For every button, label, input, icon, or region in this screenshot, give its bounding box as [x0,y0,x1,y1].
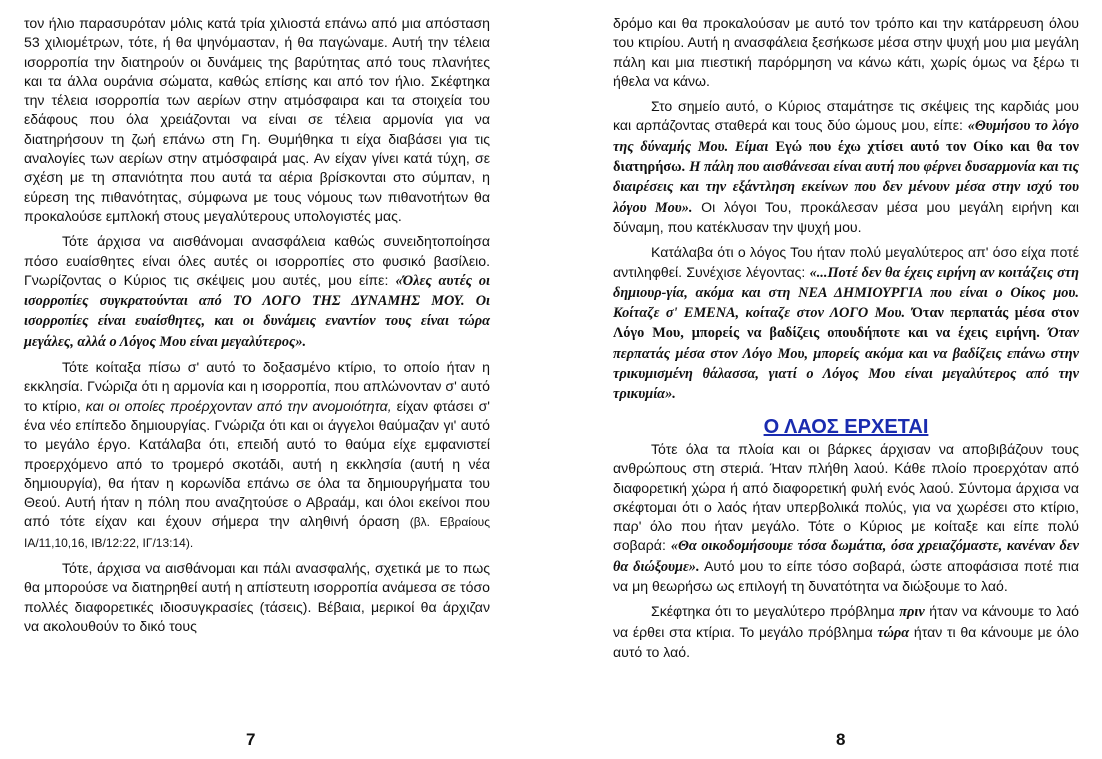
right-p3-text: Κατάλαβα ότι ο λόγος Του ήταν πολύ μεγαλύτερος απ' όσο είχα ποτέ αντιληφθεί. Συνέχισε λέγοντας: [613,244,1079,280]
right-p5-text-b: ήταν να κάνουμε το λαό να έρθει στα κτίρια. Το μεγάλο πρόβλημα [613,603,1079,640]
left-paragraph-1: τον ήλιο παρασυρόταν μόλις κατά τρία χιλιοστά επάνω από μια απόσταση 53 χιλιομέτρων, τότε, ή θα ψηνόμασταν, ή θα παγώναμε. Αυτή την τέλεια ισορροπία την διατηρούν οι δυνάμεις της βαρύτητας από τους πλανήτες και τα άλλα ουράνια σώματα, καθώς επίσης και από τον ήλιο. Σκέφτηκα την τέλεια ισορροπία των αερίων στην ατμόσφαιρα και τα στοιχεία του εδάφους που όλα χρειάζονται να είναι σε τέλεια αρμονία για να διατηρήσουν τη ζωή επάνω στη Γη. Θυμήθηκα τι είχα διαβάσει για τις αναλογίες των αερίων στην ατμόσφαιρά μας. Αν είχαν γίνει κατά τύχη, σε σχέση με τη σπανιότητα που αυτά τα αέρια βρίσκονται στο σύμπαν, η εύρεση της πιθανότητας, σύμφωνα με τους νόμους των πιθανοτήτων θα προκαλούσε εμπλοκή στους μεγαλύτερους υπολογιστές μας. [24,15,490,224]
right-p5-emph-before: πριν [899,604,925,621]
right-page [613,14,1079,662]
left-paragraph-2 [24,232,490,352]
right-p4-quote: «Θα οικοδομήσουμε τόσα δωμάτια, όσα χρειαζόμαστε, κανέναν δεν θα διώξουμε». [613,538,1079,575]
left-page [24,14,490,636]
right-p2-text-c: Οι λόγοι Του, προκάλεσαν μέσα μου μεγάλη ειρήνη και δύναμη, που κατέκλυσαν την ψυχή μου. [613,198,1079,235]
left-p2-quote: «Όλες αυτές οι ισορροπίες συγκρατούνται από ΤΟ ΛΟΓΟ ΤΗΣ ΔΥΝΑΜΗΣ ΜΟΥ. Οι ισορροπίες είναι ευαίσθητες, και οι δυνάμεις εναντίον τους είναι τώρα μεγάλες, αλλά ο Λόγος Μου είναι μεγαλύτερος». [24,272,490,350]
left-paragraph-3 [24,358,490,553]
right-p2-text: Στο σημείο αυτό, ο Κύριος σταμάτησε τις σκέψεις της καρδιάς μου και αρπάζοντας σταθερά και τους δύο ώμους μου, είπε: [613,98,1079,134]
section-heading-text: Ο ΛΑΟΣ ΕΡΧΕΤΑΙ [763,415,929,438]
right-p2-quote-1: «Θυμήσου το λόγο της δύναμής Μου. Είμαι [613,118,1079,155]
right-p5-text-c: ήταν τι θα κάνουμε με όλο αυτό το λαό. [613,623,1080,660]
left-p3-text-b: είχαν φτάσει σ' ένα νέο επίπεδο δημιουργίας. Γνώριζα ότι και οι άγγελοι θαύμαζαν γι' αυτό το μεγάλο έργο. Κατάλαβα ότι, επειδή αυτό το θαύμα είχε εμφανιστεί προερχόμενο από το τρομερό σκοτάδι, αυτή η εκκλησία (αυτή η νέα δημιουργία), θα ήταν η κορωνίδα επάνω σε όλα τα δημιουργήματα του Θεού. Αυτή ήταν η πόλη που αναζητούσε ο Αβραάμ, και όλοι εκείνοι που από τότε είχαν και έχουν σήμερα την αληθινή όραση [24,397,490,530]
right-paragraph-2 [613,97,1079,237]
right-p4-text: Τότε όλα τα πλοία και οι βάρκες άρχισαν να αποβιβάζουν τους ανθρώπους στη στεριά. Ήταν πλήθη λαού. Κάθε πλοίο προερχόταν από διαφορετική χώρα ή από διαφορετική φυλή ενός λαού. Σύντομα άρχισα να σκέφτομαι ότι ο λαός ήταν υπερβολικά πολύς, για να χωρέσει στο κτίριο, παρ' όλο που ήταν μεγάλο. Τότε ο Κύριος με κοίταξε και είπε πολύ σοβαρά: [613,440,1079,554]
right-p5-text-a: Σκέφτηκα ότι το μεγαλύτερο πρόβλημα [651,603,895,620]
left-p2-text: Τότε άρχισα να αισθάνομαι ανασφάλεια καθώς συνειδητοποίησα πόσο ευαίσθητες είναι όλες αυτές οι ισορροπίες στο φυσικό βασίλειο. Γνωρίζοντας ο Κύριος τις σκέψεις μου αυτές, μου είπε: [24,233,490,288]
left-p3-scripture-ref: (βλ. Εβραίους ΙΑ/11,10,16, ΙΒ/12:22, ΙΓ/13:14). [24,515,490,550]
right-paragraph-3 [613,243,1079,404]
left-p3-italic: και οι οποίες προέρχονταν από την ανομοιότητα, [85,397,392,414]
page-number-left: 7 [246,730,256,749]
right-paragraph-5 [613,602,1079,662]
right-p5-emph-now: τώρα [877,624,910,641]
page-number-right: 8 [836,730,846,749]
right-text-column [613,14,1079,662]
left-paragraph-4: Τότε, άρχισα να αισθάνομαι και πάλι ανασφαλής, σχετικά με το πως θα μπορούσε να διατηρηθεί αυτή η απίστευτη ισορροπία ανάμεσα σε τόσο πολλές διαφορετικές ιδιοσυγκρασίες (τάσεις). Βέβαια, μερικοί θα άρχιζαν να ακολουθούν το δικό τους [24,560,490,634]
right-p2-quote-2: Η πάλη που αισθάνεσαι είναι αυτή που φέρνει δυσαρμονία και τις διαιρέσεις και την εξάντληση εκείνων που δεν μένουν μέσα στην ισχύ του λόγου Μου». [613,159,1079,216]
right-p2-bold: Εγώ που έχω χτίσει αυτό τον Οίκο και θα τον διατηρήσω. [613,138,1079,176]
right-p3-quote-1: «...Ποτέ δεν θα έχεις ειρήνη αν κοιτάζεις στη δημιουρ-γία, ακόμα και στη ΝΕΑ ΔΗΜΙΟΥΡΓΙΑ που είναι ο Οίκος μου. Κοίταζε σ' ΕΜΕΝΑ, κοίταζε στον ΛΟΓΟ Μου. [613,264,1079,322]
left-p3-text-a: Τότε κοίταξα πίσω σ' αυτό το δοξασμένο κτίριο, το οποίο ήταν η εκκλησία. Γνώριζα ότι η αρμονία και η ισορροπία, που απλώνονταν σ' αυτό το κτίριο, [24,359,490,414]
left-text-column [24,14,490,636]
right-paragraph-1: δρόμο και θα προκαλούσαν με αυτό τον τρόπο και την κατάρρευση όλου του κτιρίου. Αυτή η ανασφάλεια ξεσήκωσε μέσα στην ψυχή μου μια μεγάλη πάλη και μια πιεστική παρόρμηση να κάνω κάτι, χωρίς όμως να ξέρω τι ήθελα να κάνω. [613,15,1079,89]
right-p4-text-b: Αυτό μου το είπε τόσο σοβαρά, ώστε αποφάσισα ποτέ πια να μη θεωρήσω ως επιλογή τη δυνατότητα να διώξουμε το λαό. [613,557,1080,595]
right-p3-quote-2: Όταν περπατάς μέσα στον Λόγο Μου, μπορείς ακόμα και να βαδίζεις επάνω στην τρικυμισμένη θάλασσα, γιατί ο Λόγος Μου είναι μεγαλύτερος από την τρικυμία». [613,325,1079,403]
right-paragraph-4 [613,440,1079,596]
right-p3-bold: Όταν περπατάς μέσα στον Λόγο Μου, μπορείς να βαδίζεις οπουδήποτε και να έχεις ειρήνη. [613,305,1079,342]
section-heading [613,415,1079,438]
